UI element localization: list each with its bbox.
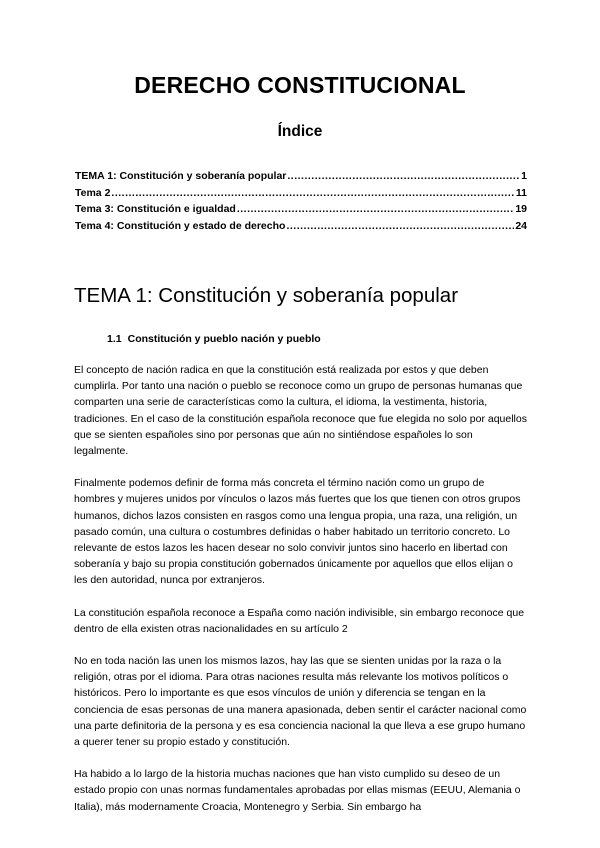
paragraph: La constitución española reconoce a España como nación indivisible, sin embargo reconoce que dentro de ella existen otras nacionalidades en su artículo 2: [74, 606, 525, 635]
toc-leader-dots: [287, 168, 520, 185]
toc-entry-tema-2[interactable]: [75, 185, 527, 202]
subsection-number: 1.1: [107, 333, 122, 345]
toc-entry-page: 19: [515, 203, 527, 215]
document-title: DERECHO CONSTITUCIONAL: [134, 72, 466, 98]
table-of-contents: [75, 168, 527, 234]
toc-entry-label: Tema 4: Constitución y estado de derecho: [75, 219, 286, 232]
paragraph: Ha habido a lo largo de la historia muchas naciones que han visto cumplido su deseo de un estado propio con unas normas fundamentales aprobadas por ellas mismas (EEUU, Alemania o Italia), más modernamente Croacia, Montenegro y Serbia. Sin embargo ha: [74, 768, 521, 813]
body-text: [74, 362, 528, 831]
paragraph: El concepto de nación radica en que la constitución está realizada por estos y que deben cumplirla. Por tanto una nación o pueblo se reconoce como un grupo de personas humanas que comparten una serie de características como la cultura, el idioma, la vestimenta, historia, tradiciones. En el caso de la constitución española reconoce que fue elegida no solo por aquellos que se sienten españoles sino por personas que aún no sintiéndose españoles lo son legalmente.: [74, 364, 527, 458]
toc-entry-tema-1[interactable]: [75, 168, 527, 185]
toc-entry-tema-3[interactable]: [75, 201, 527, 218]
toc-entry-label: Tema 2: [75, 186, 111, 199]
section-heading: TEMA 1: Constitución y soberanía popular: [74, 284, 459, 307]
paragraph: Finalmente podemos definir de forma más concreta el término nación como un grupo de hombres y mujeres unidos por vínculos o lazos más fuertes que los que tienen con otros grupos humanos, dichos lazos consisten en rasgos como una lengua propia, una raza, una religión, un pasado común, una cultura o costumbres definidas o haber habitado un territorio concreto. Lo relevante de estos lazos les hacen desear no solo convivir juntos sino hacerlo en libertad con soberanía y bajo su propia constitución gobernados únicamente por aquellos que ellos elijan o les den autoridad, nunca por extranjeros.: [74, 477, 521, 587]
toc-leader-dots: [237, 201, 514, 218]
toc-entry-label: TEMA 1: Constitución y soberanía popular: [75, 170, 287, 182]
index-title: Índice: [277, 123, 323, 140]
toc-leader-dots: [111, 185, 514, 202]
subsection-title: Constitución y pueblo nación y pueblo: [127, 333, 321, 345]
paragraph: No en toda nación las unen los mismos lazos, hay las que se sienten unidas por la raza o la religión, otras por el idioma. Para otras naciones resulta más relevante los motivos políticos o históricos. Pero lo importante es que esos vínculos de unión y diferencia se tengan en la conciencia de esas personas de una manera apasionada, deben sentir el carácter nacional como una parte definitoria de la persona y es esa conciencia nacional la que lleva a ese grupo humano a querer tener su propio estado y constitución.: [74, 655, 527, 749]
toc-entry-page: 11: [515, 186, 527, 199]
toc-leader-dots: [286, 218, 514, 235]
toc-entry-page: 24: [515, 219, 527, 232]
toc-entry-page: 1: [521, 170, 527, 182]
toc-entry-tema-4[interactable]: [75, 218, 527, 235]
subsection-heading: [107, 333, 321, 345]
toc-entry-label: Tema 3: Constitución e igualdad: [75, 203, 236, 215]
